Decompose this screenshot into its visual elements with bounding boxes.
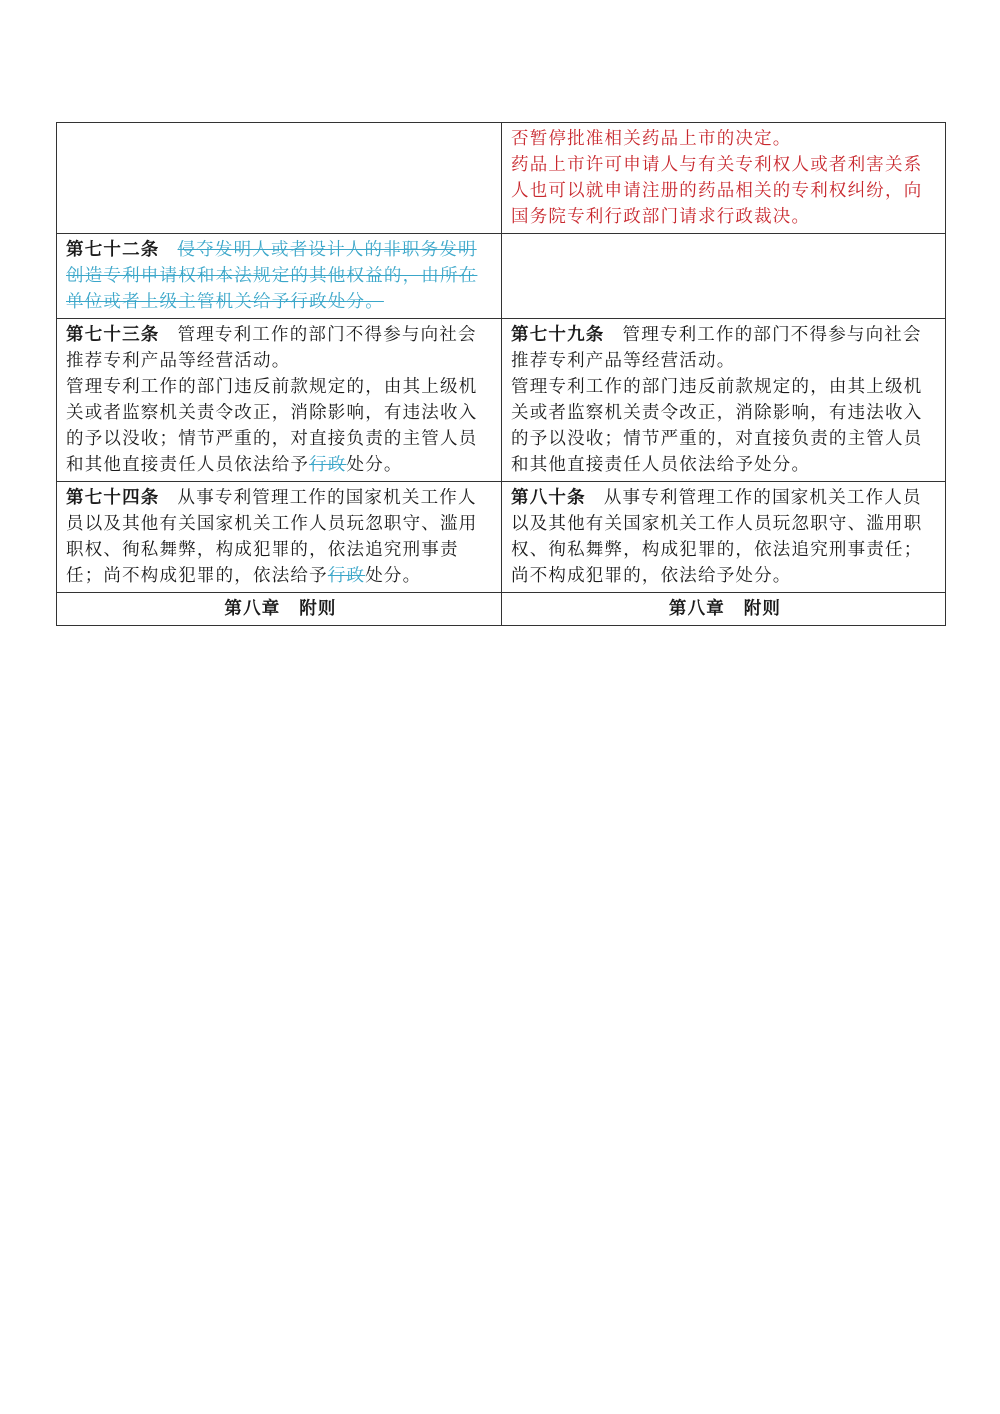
inserted-text: 否暂停批准相关药品上市的决定。	[511, 129, 792, 149]
table-row	[57, 482, 946, 593]
table-row	[57, 319, 946, 482]
chapter-heading-new: 第八章 附则	[502, 593, 946, 626]
table-row	[57, 234, 946, 319]
old-text-cell	[57, 123, 502, 234]
old-text-cell	[57, 234, 502, 319]
chapter-heading-old: 第八章 附则	[57, 593, 502, 626]
article-text: 管理专利工作的部门不得参与向社会推荐专利产品等经营活动。	[66, 325, 477, 371]
new-text-cell	[502, 319, 946, 482]
inserted-text: 药品上市许可申请人与有关专利权人或者利害关系人也可以就申请注册的药品相关的专利权纠纷，向国务院专利行政部门请求行政裁决。	[511, 155, 923, 227]
article-text: 管理专利工作的部门不得参与向社会推荐专利产品等经营活动。	[511, 325, 922, 371]
old-text-cell	[57, 482, 502, 593]
article-text: 处分。	[365, 566, 422, 586]
article-number: 第七十三条	[66, 325, 160, 345]
new-text-cell	[502, 123, 946, 234]
old-text-cell	[57, 319, 502, 482]
article-text: 管理专利工作的部门违反前款规定的，由其上级机关或者监察机关责令改正，消除影响，有违法收入的予以没收；情节严重的，对直接负责的主管人员和其他直接责任人员依法给予处分。	[511, 377, 923, 475]
article-number: 第七十四条	[66, 488, 160, 508]
article-text: 从事专利管理工作的国家机关工作人员以及其他有关国家机关工作人员玩忽职守、滥用职权、徇私舞弊，构成犯罪的，依法追究刑事责任；尚不构成犯罪的，依法给予	[66, 488, 478, 586]
deleted-text: 侵夺发明人或者设计人的非职务发明创造专利申请权和本法规定的其他权益的，由所在单位或者上级主管机关给予行政处分。	[66, 240, 478, 312]
article-number: 第七十九条	[511, 325, 605, 345]
article-text: 管理专利工作的部门违反前款规定的，由其上级机关或者监察机关责令改正，消除影响，有违法收入的予以没收；情节严重的，对直接负责的主管人员和其他直接责任人员依法给予	[66, 377, 478, 475]
chapter-heading-row	[57, 593, 946, 626]
article-number: 第七十二条	[66, 240, 160, 260]
article-number: 第八十条	[511, 488, 586, 508]
new-text-cell	[502, 482, 946, 593]
table-row	[57, 123, 946, 234]
article-text: 处分。	[346, 455, 403, 475]
new-text-cell	[502, 234, 946, 319]
article-text: 从事专利管理工作的国家机关工作人员以及其他有关国家机关工作人员玩忽职守、滥用职权、徇私舞弊，构成犯罪的，依法追究刑事责任；尚不构成犯罪的，依法给予处分。	[511, 488, 923, 586]
comparison-table	[56, 122, 946, 626]
deleted-text: 行政	[327, 566, 366, 586]
deleted-text: 行政	[309, 455, 347, 475]
